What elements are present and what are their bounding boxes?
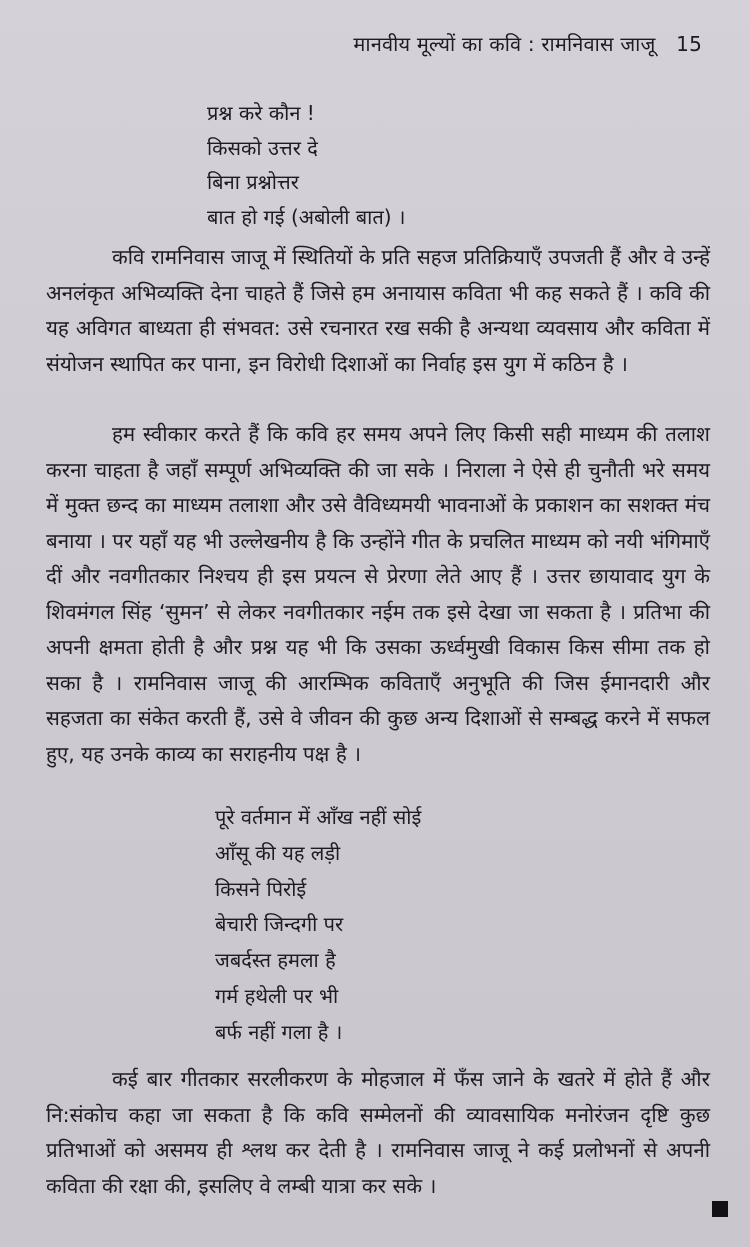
page-number: 15 bbox=[676, 32, 702, 56]
poem-line: गर्म हथेली पर भी bbox=[215, 983, 339, 1008]
poem-excerpt-two bbox=[215, 800, 421, 1051]
paragraph-3: कई बार गीतकार सरलीकरण के मोहजाल में फँस जाने के खतरे में होते हैं और नि:संकोच कहा जा सकता है कि कवि सम्मेलनों की व्यावसायिक मनोरंजन दृष्टि कुछ प्रतिभाओं को असमय ही श्लथ कर देती है । रामनिवास जाजू ने कई प्रलोभनों से अपनी कविता की रक्षा की, इसलिए वे लम्बी यात्रा कर सके । bbox=[46, 1067, 710, 1198]
poem-line: बिना प्रश्नोत्तर bbox=[207, 170, 299, 194]
section-end-square-icon bbox=[712, 1201, 728, 1217]
poem-line: बात हो गई (अबोली बात) । bbox=[207, 204, 406, 229]
poem-line: पूरे वर्तमान में आँख नहीं सोई bbox=[215, 805, 422, 829]
poem-line: किसने पिरोई bbox=[215, 876, 307, 901]
poem-line: जबर्दस्त हमला है bbox=[215, 948, 336, 973]
poem-line: प्रश्न करे कौन ! bbox=[207, 101, 315, 125]
poem-excerpt-one bbox=[207, 96, 405, 234]
running-title: मानवीय मूल्यों का कवि : रामनिवास जाजू bbox=[353, 32, 656, 56]
running-header bbox=[353, 30, 702, 57]
poem-line: बर्फ नहीं गला है । bbox=[215, 1019, 343, 1044]
poem-line: किसको उत्तर दे bbox=[207, 135, 318, 160]
poem-line: आँसू की यह लड़ी bbox=[215, 840, 341, 865]
paragraph-2: हम स्वीकार करते हैं कि कवि हर समय अपने लिए किसी सही माध्यम की तलाश करना चाहता है जहाँ सम्पूर्ण अभिव्यक्ति की जा सके । निराला ने ऐसे ही चुनौती भरे समय में मुक्त छन्द का माध्यम तलाशा और उसे वैविध्यमयी भावनाओं के प्रकाशन का सशक्त मंच बनाया । पर यहाँ यह भी उल्लेखनीय है कि उन्होंने गीत के प्रचलित माध्यम को नयी भंगिमाएँ दीं और नवगीतकार निश्चय ही इस प्रयत्न से प्रेरणा लेते आए हैं । उत्तर छायावाद युग के शिवमंगल सिंह ‘सुमन’ से लेकर नवगीतकार नईम तक इसे देखा जा सकता है । प्रतिभा की अपनी क्षमता होती है और प्रश्न यह भी कि उसका ऊर्ध्वमुखी विकास किस सीमा तक हो सका है । रामनिवास जाजू की आरम्भिक कविताएँ अनुभूति की जिस ईमानदारी और सहजता का संकेत करती हैं, उसे वे जीवन की कुछ अन्य दिशाओं से सम्बद्ध करने में सफल हुए, यह उनके काव्य का सराहनीय पक्ष है । bbox=[46, 422, 710, 766]
paragraph-1: कवि रामनिवास जाजू में स्थितियों के प्रति सहज प्रतिक्रियाएँ उपजती हैं और वे उन्हें अनलंकृत अभिव्यक्ति देना चाहते हैं जिसे हम अनायास कविता भी कह सकते हैं । कवि की यह अविगत बाध्यता ही संभवत: उसे रचनारत रख सकी है अन्यथा व्यवसाय और कविता में संयोजन स्थापित कर पाना, इन विरोधी दिशाओं का निर्वाह इस युग में कठिन है । bbox=[46, 245, 710, 376]
poem-line: बेचारी जिन्दगी पर bbox=[215, 912, 344, 937]
